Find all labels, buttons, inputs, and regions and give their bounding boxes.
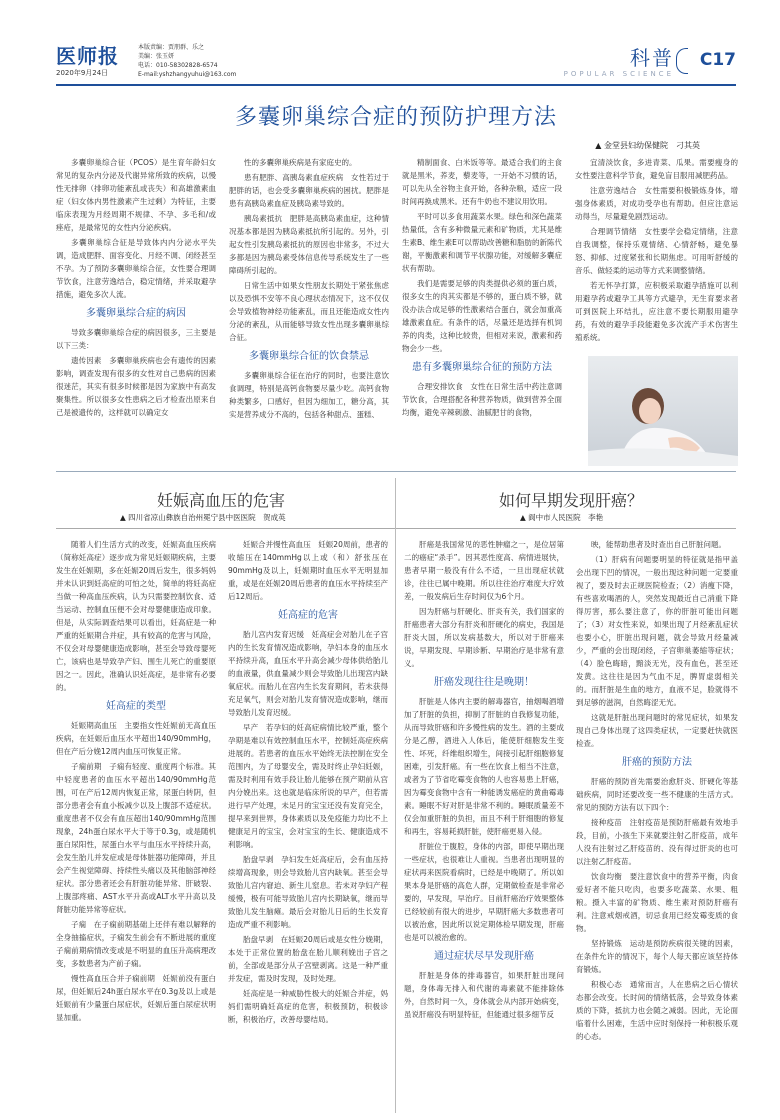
paragraph: 早产 若孕妇的妊高症病情比较严重，整个孕期是难以有效控制血压水平，控制妊高症疾病进展的。若患者的血压水平始终无法控制在安全范围内，为了母婴安全，需及时终止孕妇妊娠，需及时利用有效手段让胎儿能够在预产期前从宫内分娩出来。这也就是临床所说的早产，但若需进行早产处理，未足月的宝宝还没有发育完全，提早来到世界，身体素质以及免疫能力均比不上健康足月的宝宝，会对宝宝的生长、健康造成不利影响。 bbox=[228, 723, 388, 849]
paragraph: 肝癌的预防首先需要治愈肝炎、肝硬化等基础疾病，同时还要改变一些不健康的生活方式。常见的预防方法有以下四个： bbox=[576, 777, 738, 812]
paragraph: 精制面食、白米饭等等。最适合我们的主食就是黑米，荞麦，藜麦等，一开始不习惯的话，可以先从全谷物主食开始，各种杂粮，适应一段时间再换成黑米。还有牛奶也不建议用饮用。 bbox=[402, 158, 562, 206]
paragraph: 多囊卵巢综合征在治疗的同时，也要注意饮食调理，特别是高钙食物要尽量少吃。高钙食物种类繁多，口感好，但因为细加工，糖分高，其实是营养成分不高的，包括各种甜点、蛋糕、 bbox=[229, 371, 389, 419]
article3-title: 如何早期发现肝癌？ bbox=[498, 491, 643, 510]
editor-info bbox=[138, 43, 236, 79]
paragraph: 映，能帮助患者及时查出自己肝脏问题。 bbox=[591, 540, 726, 549]
article2-column-1 bbox=[56, 538, 216, 1113]
paragraph: 随着人们生活方式的改变，妊娠高血压疾病（简称妊高症）逐步成为常见妊娠期疾病，主要发生在妊娠期，多在妊娠20周后发生，很多妈妈并未认识到妊高症的可怕之处，简单的将妊高症当做一种高血压疾病，认为只需要控制饮食、适当运动、控制血压便不会对母婴健康造成印象。但是，从实际调查结果可以看出，妊高症是一种严重的妊娠期合并症，具有较高的危害与风险，不仅会对母婴健康造成影响，甚至会导致母婴死亡，该病也是导致孕产妇、围生儿死亡的重要原因之一。因此，准确认识妊高症，是非常有必要的。 bbox=[56, 540, 216, 692]
paragraph: 性的多囊卵巢疾病是有家庭史的。 bbox=[244, 158, 357, 167]
section-heading: 妊高症的危害 bbox=[278, 610, 338, 621]
newspaper-logo: 医师报 bbox=[56, 44, 119, 68]
paragraph: 接种疫苗 注射疫苗是预防肝癌最有效地手段，目前，小孩生下来就要注射乙肝疫苗，成年人没有注射过乙肝疫苗的、没有得过肝炎的也可以注射乙肝疫苗。 bbox=[576, 818, 738, 866]
paragraph: 肝脏位于腹腔，身体的内部，即使早期出现一些症状，也很难让人重视。当患者出现明显的症状再来医院看病时，已经是中晚期了。所以如果本身是肝癌的高危人群，定期做检查是非常必要的，早发现，早治疗。目前肝癌治疗效果整体已经较前有很大的进步，早期肝癌大多数患者可以被治愈，因此所以说定期体检早期发现，肝癌也是可以被治愈的。 bbox=[404, 842, 564, 942]
article2-title: 妊娠高血压的危害 bbox=[156, 491, 285, 510]
lower-rule bbox=[56, 528, 736, 529]
paragraph: 平时可以多食用蔬菜水果。绿色和深色蔬菜热量低，含有多种微量元素和矿物质，尤其是维生素B、维生素E可以帮助改善糖和脂肪的新陈代谢，平衡激素和调节平状腺功能，对缓解多囊症状有帮助。 bbox=[402, 212, 562, 273]
paragraph: 日常生活中如果女性朋友长期处于紧张焦虑以及恐惧不安等不良心理状态情况下，这不仅仅会导致植物神经功能紊乱，而且还能造成女性内分泌的紊乱，从而能够导致女性出现多囊卵巢综合征。 bbox=[229, 281, 389, 342]
article1-column-4 bbox=[575, 156, 738, 354]
phone-line: 电话：010-58302828-6574 bbox=[138, 62, 218, 69]
paragraph: 肝癌是我国常见的恶性肿瘤之一，是位居第二的癌症“杀手”。因其恶性度高、病情进展快，患者早期一般没有什么不适，一旦出现症状就诊，往往已属中晚期。所以往往治疗难度大疗效差，一般发病后生存时间仅为6个月。 bbox=[404, 540, 564, 601]
paragraph: 胎儿宫内发育迟缓 妊高症会对胎儿在子宫内的生长发育情况造成影响，孕妇本身的血压水平持续升高，血压水平升高会减少母体供给胎儿的血液量，供血量减少则会导致胎儿出现宫内缺氧症状。而胎儿在宫内生长发育期间，若未获得充足氧气，则会对胎儿发育情况造成影响，继而导致胎儿发育迟缓。 bbox=[228, 630, 388, 717]
section-heading: 肝癌的预防方法 bbox=[622, 757, 692, 768]
article1-title: 多囊卵巢综合症的预防护理方法 bbox=[234, 105, 557, 130]
paragraph: 宜清淡饮食，多进青菜、瓜果。需要瘦身的女性要注意科学节食，避免盲目服用减肥药品。 bbox=[575, 158, 738, 180]
paragraph: 患有肥胖、高胰岛素血症疾病 女性若过于肥胖的话，也会受多囊卵巢疾病的困扰。肥胖是患有高胰岛素血症及胰岛素导致的。 bbox=[229, 173, 389, 208]
section-heading: 通过症状尽早发现肝癌 bbox=[434, 951, 534, 962]
article1-column-2 bbox=[229, 156, 389, 466]
paragraph: 导致多囊卵巢综合症的病因很多，三主要是以下三类： bbox=[56, 328, 216, 350]
paragraph: 积极心态 通常而言，人在患病之后心情状态都会改变。长时间的情绪低落，会导致身体素质的下降，抵抗力也会随之减弱。因此，无论面临着什么困难，生活中应时刻保持一种积极乐观的心态。 bbox=[576, 980, 738, 1041]
masthead bbox=[56, 40, 736, 82]
article2-column-2 bbox=[228, 538, 388, 1113]
paragraph: 注意劳逸结合 女性需要积极锻炼身体，增强身体素质，对成功受孕也有帮助。但应注意运动得当，尽量避免剧烈运动。 bbox=[575, 186, 738, 221]
paragraph: 饮食均衡 要注意饮食中的营养平衡，肉食爱好者不能只吃肉，也要多吃蔬菜、水果、粗粮。摄入丰富的矿物质、维生素对预防肝癌有利。注意戒烟戒酒，切忌食用已经发霉变质的食物。 bbox=[576, 872, 738, 933]
article3-column-1 bbox=[404, 538, 564, 1113]
section-name-en: POPULAR SCIENCE bbox=[563, 70, 674, 78]
paragraph: 胰岛素抵抗 肥胖是高胰岛素血症，这种情况基本都是因为胰岛素抵抗所引起的。另外，引起女性引发胰岛素抵抗的原因也非常多，不过大多都是因为胰岛素受体信息传导系统发生了一些障碍所引起的。 bbox=[229, 214, 389, 275]
article2-byline: ▲ 四川省凉山彝族自治州冕宁县中医医院 贺成英 bbox=[120, 513, 286, 522]
paragraph: 肝脏是人体内主要的解毒器官，抽烟喝酒增加了肝脏的负担，抑制了肝脏的自我修复功能，从而导致肝癌和许多慢性病的发生。酒的主要成分是乙醇，酒进入人体后，能使肝细胞发生变性、坏死，纤维组织增生，间接引起肝细胞修复困难，引发肝癌。有一些在饮食上相当不注意，或者为了节省吃霉变食物的人也容易患上肝癌，因为霉变食物中含有一种能诱发癌症的黄曲霉毒素。睡眠不好对肝是非常不利的。睡眠质量差不仅会加重肝脏的负担，而且不利于肝细胞的修复和再生，容易耗损肝脏，使肝癌更易入侵。 bbox=[404, 697, 564, 836]
paragraph: 坚持锻炼 运动是预防疾病很关键的因素，在条件允许的情况下，每个人每天都应该坚持体育锻炼。 bbox=[576, 939, 738, 974]
section-heading: 患有多囊卵巢综合征的预防方法 bbox=[412, 362, 552, 373]
section-divider bbox=[56, 471, 736, 472]
paragraph: 这就是肝脏出现问题时的常见症状，如果发现自己身体出现了这四类症状，一定要赶快就医检查。 bbox=[576, 713, 738, 748]
section-name: 科普 bbox=[630, 46, 674, 70]
email-line: E-mail:yshzhangyuhui@163.com bbox=[138, 71, 237, 78]
section-heading: 妊高症的类型 bbox=[106, 701, 166, 712]
paragraph: 胎盘早剥 在妊娠20周后或是女性分娩期，本处于正常位置的胎盘在胎儿顺利娩出子宫之前，全部或是部分从子宫壁剥离。这是一种严重并发症，需及时发现，及时处理。 bbox=[228, 935, 388, 983]
section-heading: 多囊卵巢综合症的病因 bbox=[86, 308, 186, 319]
header-rule bbox=[56, 84, 736, 86]
woman-photo-illustration bbox=[588, 356, 738, 466]
paragraph: 胎盘早剥 孕妇发生妊高症后，会有血压持续增高现象，则会导致胎儿宫内缺氧。甚至会导致胎儿宫内窘迫、新生儿窒息。若未对孕妇产程缓慢，极有可能导致胎儿宫内长期缺氧，继而导致胎儿发生脑瘫。最后会对胎儿日后的生长发育造成严重不利影响。 bbox=[228, 855, 388, 929]
paragraph: 若无怀孕打算，应积极采取避孕措施可以利用避孕药或避孕工具等方式避孕，无生育要求者可到医院上环结扎，应注意不要长期服用避孕药，有效的避孕手段能避免多次流产手术伤害生殖系统。 bbox=[575, 281, 738, 342]
paragraph: 我们是需要足够的肉类提供必须的蛋白质，很多女生的肉其实都是不够的，蛋白质不够，就没办法合成足够的性激素结合蛋白，就会加重高雄激素血症。有条件的话，尽量还是选择有机饲养的肉类，这种比较贵，但相对来说，激素和药物会少一些。 bbox=[402, 279, 562, 353]
paragraph: 多囊卵巢综合征是导致体内内分泌水平失调，造成肥胖、面容变化、月经不调、闭经甚至不孕。为了预防多囊卵巢综合征，女性要合理调节饮食，注意劳逸结合，稳定情绪，并采取避孕措施，避免多次人流。 bbox=[56, 238, 216, 299]
column-divider bbox=[395, 478, 396, 1113]
editor-line: 本版责编：贾朋群、乐之 bbox=[138, 44, 205, 51]
article1-column-3 bbox=[402, 156, 562, 466]
article1-byline: ▲ 金堂县妇幼保健院 刁其英 bbox=[595, 141, 700, 150]
paragraph: 多囊卵巢综合征（PCOS）是生育年龄妇女常见的复杂内分泌及代谢异常所致的疾病，以慢性无排卵（排卵功能紊乱或丧失）和高雄激素血症（妇女体内男性激素产生过剩）为特征，主要临床表现为月经周期不规律、不孕、多毛和/或痤疮，是最常见的女性内分泌疾病。 bbox=[56, 158, 216, 232]
paragraph: （1）肝病有问题要明显的特征就是指甲盖会出现下凹的情况，一般出现这种问题一定要重视了，要及时去正规医院检查；（2）消瘦下降，有些喜欢喝酒的人，突然发现最近自己消重下降得厉害，那么要注意了，你的肝脏可能出问题了；（3）对女性来说，如果出现了月经紊乱症状也要小心，肝脏出现问题，就会导致月经量减少，严重的会出现闭经，子宫卵巢萎缩等症状；（4）脸色晦暗，黯淡无光，没有血色，甚至还发黄。这往往是因为气血不足，脾胃虚弱相关的。而肝脏是生血的地方，血液不足，脸就得不到足够的滋润，自然晦涩无光。 bbox=[576, 555, 738, 707]
paragraph: 子痫 在子痫前期基础上还伴有难以解释的全身抽搐症状，子痫发生前会有不断进展的重度子痫前期病情改变或是不明显的血压升高病理改变，多数患者为产前子痫。 bbox=[56, 920, 216, 968]
paragraph: 妊高症是一种威胁性极大的妊娠合并症，妈妈们需明确妊高症的危害，积极预防，积极诊断，积极治疗，改善母婴结局。 bbox=[228, 989, 388, 1024]
paragraph: 肝脏是身体的排毒器官，如果肝脏出现问题，身体毒无排入和代谢的毒素就不能排除体外，自然时间一久，身体就会从内部开始病变，虽说肝癌没有明显特征，但能通过很多细节反 bbox=[404, 971, 564, 1019]
article3-byline: ▲ 阆中市人民医院 李艳 bbox=[520, 513, 604, 522]
paragraph: 合理安排饮食 女性在日常生活中药注意调节饮食，合理搭配各种营养物质，做到营养全面均衡，避免辛辣刺激、油腻肥甘的食物， bbox=[402, 382, 562, 417]
woman-photo bbox=[588, 356, 738, 466]
issue-date: 2020年9月24日 bbox=[56, 69, 109, 77]
article3-column-2 bbox=[576, 538, 738, 1113]
paragraph: 子痫前期 子痫有轻度、重度两个标准。其中轻度患者的血压水平超出140/90mmHg范围，可在产后12周内恢复正常，尿蛋白转阴，但部分患者会有血小板减少以及上腹部不适症状。重度患者不仅会有血压超出140/90mmHg范围现象，24h蛋白尿水平大于等于0.3g，或是随机蛋白尿阳性，尿蛋白水平与血压水平持续升高，会发生胎儿并发症或是母体脏器功能障碍，并且会产生视觉障碍、持续性头痛以及其他脑部神经症状。部分患者还会有肝脏功能异常、肝破裂、上腹部疼痛、AST水平升高或ALT水平升高以及肾脏功能异常等症状。 bbox=[56, 762, 216, 914]
section-heading: 多囊卵巢综合征的饮食禁忌 bbox=[249, 351, 369, 362]
paragraph: 慢性高血压合并子痫前期 妊娠前没有蛋白尿，但妊娠后24h蛋白尿水平在0.3g及以上或是妊娠前有少量蛋白尿症状，妊娠后蛋白尿症状明显加重。 bbox=[56, 974, 216, 1022]
section-heading: 肝癌发现往往是晚期！ bbox=[434, 677, 534, 688]
paragraph: 妊娠期高血压 主要指女性妊娠前无高血压疾病，在妊娠后血压水平超出140/90mmHg，但在产后分娩12周内血压可恢复正常。 bbox=[56, 721, 216, 756]
designer-line: 美编：张玉妍 bbox=[138, 53, 175, 60]
page-number: C17 bbox=[699, 50, 736, 70]
paragraph: 遗传因素 多囊卵巢疾病也会有遗传的因素影响，调查发现有很多的女性对自己患病的因素很迷茫，其实有很多时候都是因为家族中有高发聚集性。所以很多女性患病之后才检查出原来自己是被遗传的，这样就可以确定女 bbox=[56, 356, 216, 417]
paragraph: 因为肝癌与肝硬化、肝炎有关，我们国家的肝癌患者大部分有肝炎和肝硬化的病史，我国是肝炎大国，所以发病基数大，所以对于肝癌来说，早期发现、早期诊断、早期治疗是非常有意义。 bbox=[404, 607, 564, 668]
paragraph: 妊娠合并慢性高血压 妊娠20周前，患者的收缩压在140mmHg以上或（和）舒张压在90mmHg及以上，妊娠期时血压水平无明显加重，或是在妊娠20周后患者的血压水平持续至产后12周后。 bbox=[228, 540, 388, 601]
page-bracket bbox=[676, 48, 688, 74]
article1-column-1 bbox=[56, 156, 216, 466]
paragraph: 合理调节情绪 女性要学会稳定情绪，注意自我调整，保持乐观情绪、心情舒畅，避免暴怒、抑郁、过度紧张和长期焦虑。可用听舒缓的音乐、做轻柔的运动等方式来调整情绪。 bbox=[575, 227, 738, 275]
